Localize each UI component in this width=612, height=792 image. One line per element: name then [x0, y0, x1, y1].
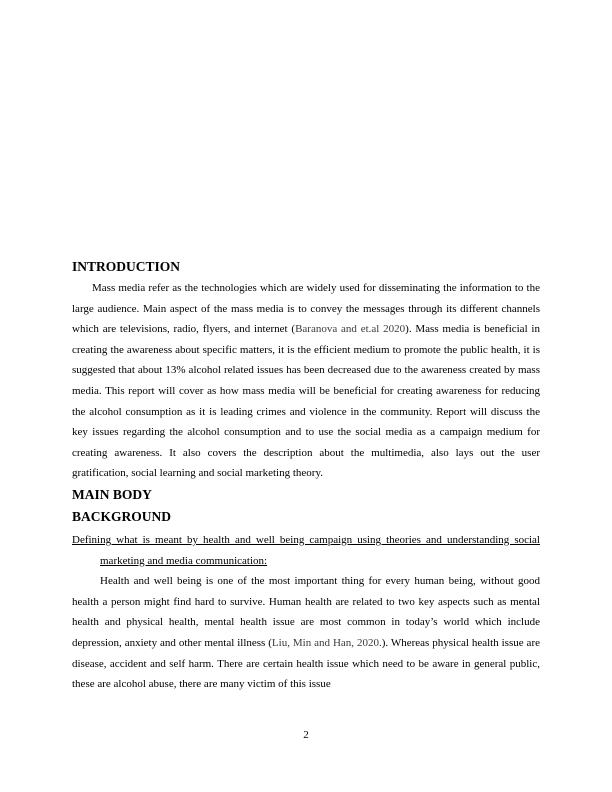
background-text-part-1: Health and well being is one of the most important thing for every human being, without good health a person might find hard to survive. Human health are related to two key aspects such as mental health and physical health, mental health issue are most common in today’s world which include depression, anxiety and other mental illness ( [72, 575, 540, 649]
introduction-heading: INTRODUCTION [72, 259, 181, 274]
page-content [72, 258, 540, 695]
citation-liu: Liu, Min and Han, 2020. [271, 636, 382, 649]
introduction-paragraph [72, 278, 540, 484]
citation-baranova: Baranova and et.al 2020 [295, 323, 406, 336]
main-body-heading: MAIN BODY [72, 486, 152, 502]
intro-text-part-1: Mass media refer as the technologies which are widely used for disseminating the information to the large audience. Main aspect of the mass media is to convey the messages through its different channels which are televisions, radio, flyers, and internet ( [72, 282, 540, 336]
intro-text-part-2: ). Mass media is beneficial in creating the awareness about specific matters, it is the efficient medium to promote the public health, it is suggested that about 13% alcohol related issues has been decreased due to the awareness created by mass media. This report will cover as how mass media will be beneficial for creating awareness for reducing the alcohol consumption as it is leading crimes and violence in the community. Report will discuss the key issues regarding the alcohol consumption and to use the social media as a campaign medium for creating awareness. It also covers the description about the multimedia, also lays out the user gratification, social learning and social marketing theory. [72, 323, 540, 480]
page-number: 2 [303, 729, 309, 741]
background-heading: BACKGROUND [72, 508, 172, 524]
background-paragraph [72, 571, 540, 695]
background-subheading: Defining what is meant by health and well being campaign using theories and understanding social marketing and media communication: [72, 533, 540, 567]
background-text-part-2: ). Whereas physical health issue are disease, accident and self harm. There are certain health issue which need to be aware in general public, these are alcohol abuse, there are many victim of this issue [72, 636, 540, 691]
